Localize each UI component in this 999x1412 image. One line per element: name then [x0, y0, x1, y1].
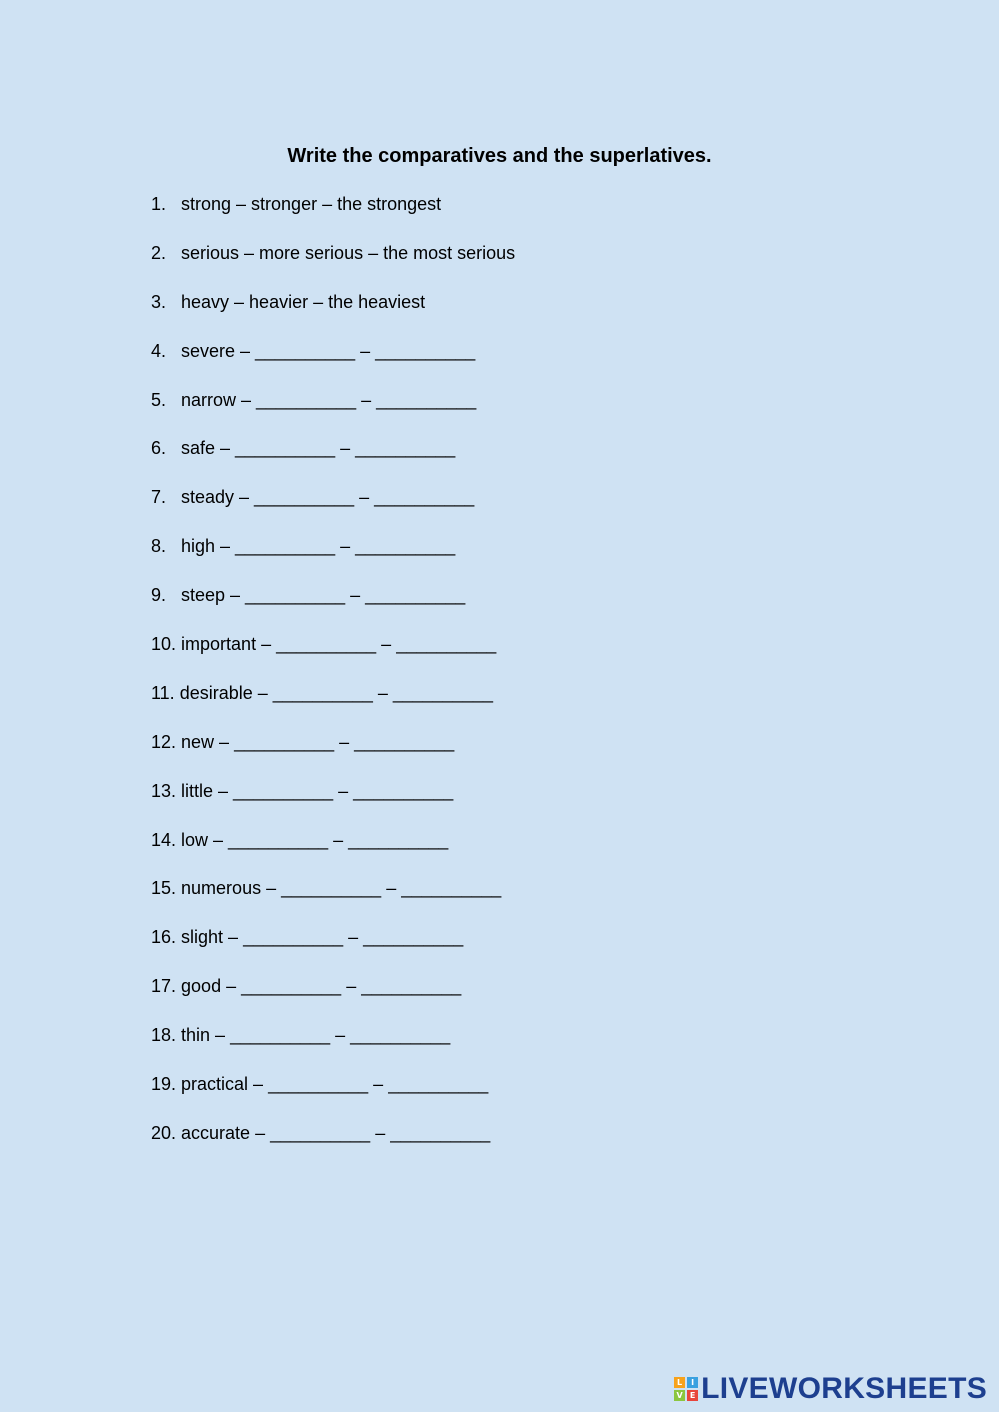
item-number: 14. — [151, 829, 177, 850]
item-text: serious – more serious – the most serious — [181, 242, 516, 263]
item-number: 7. — [151, 487, 167, 508]
item-number: 1. — [151, 194, 167, 214]
list-item — [151, 534, 515, 583]
list-item — [151, 485, 515, 534]
item-text: thin – __________ – __________ — [181, 1025, 451, 1046]
item-text: steady – __________ – __________ — [181, 487, 475, 508]
list-item — [151, 779, 515, 828]
item-text: slight – __________ – __________ — [181, 927, 464, 948]
item-text: little – __________ – __________ — [181, 780, 454, 801]
item-number: 3. — [151, 291, 167, 312]
list-item — [151, 388, 515, 437]
item-text: new – __________ – __________ — [181, 731, 455, 752]
item-number: 19. — [151, 1074, 177, 1095]
item-number: 9. — [151, 585, 167, 606]
item-text: desirable – __________ – __________ — [179, 682, 493, 703]
item-text: practical – __________ – __________ — [181, 1074, 489, 1095]
item-text: high – __________ – __________ — [181, 536, 456, 557]
list-item — [151, 1072, 515, 1121]
list-item — [151, 436, 515, 485]
item-number: 12. — [151, 731, 177, 752]
list-item — [151, 730, 515, 779]
item-number: 6. — [151, 438, 167, 459]
list-item — [151, 876, 515, 925]
item-text: narrow – __________ – __________ — [181, 389, 477, 410]
item-text: low – __________ – __________ — [181, 829, 449, 850]
exercise-list — [151, 192, 515, 1170]
item-text: steep – __________ – __________ — [181, 585, 466, 606]
list-item — [151, 1023, 515, 1072]
list-item — [151, 925, 515, 974]
item-text: safe – __________ – __________ — [181, 438, 456, 459]
item-text: heavy – heavier – the heaviest — [181, 291, 426, 312]
item-number: 20. — [151, 1122, 177, 1143]
item-number: 2. — [151, 242, 167, 263]
item-number: 4. — [151, 340, 167, 361]
logo-grid-icon: L I V E — [674, 1377, 698, 1401]
item-number: 17. — [151, 976, 177, 997]
item-number: 15. — [151, 878, 177, 899]
item-text: strong – stronger – the strongest — [181, 194, 442, 214]
list-item — [151, 339, 515, 388]
item-number: 5. — [151, 389, 167, 410]
list-item — [151, 974, 515, 1023]
logo-text: LIVEWORKSHEETS — [701, 1372, 987, 1405]
item-number: 11. — [151, 682, 175, 703]
item-number: 8. — [151, 536, 167, 557]
item-number: 10. — [151, 634, 177, 655]
list-item — [151, 290, 515, 339]
liveworksheets-logo[interactable] — [674, 1372, 987, 1406]
list-item — [151, 241, 515, 290]
list-item — [151, 1121, 515, 1170]
item-text: numerous – __________ – __________ — [181, 878, 502, 899]
worksheet-title: Write the comparatives and the superlatives. — [287, 145, 712, 167]
item-number: 16. — [151, 927, 177, 948]
list-item — [151, 583, 515, 632]
item-text: important – __________ – __________ — [181, 634, 497, 655]
item-number: 18. — [151, 1025, 177, 1046]
item-text: accurate – __________ – __________ — [181, 1122, 491, 1143]
item-text: good – __________ – __________ — [181, 976, 462, 997]
list-item — [151, 632, 515, 681]
item-number: 13. — [151, 780, 177, 801]
item-text: severe – __________ – __________ — [181, 340, 476, 361]
list-item — [151, 828, 515, 877]
list-item — [151, 681, 515, 730]
list-item — [151, 192, 515, 241]
